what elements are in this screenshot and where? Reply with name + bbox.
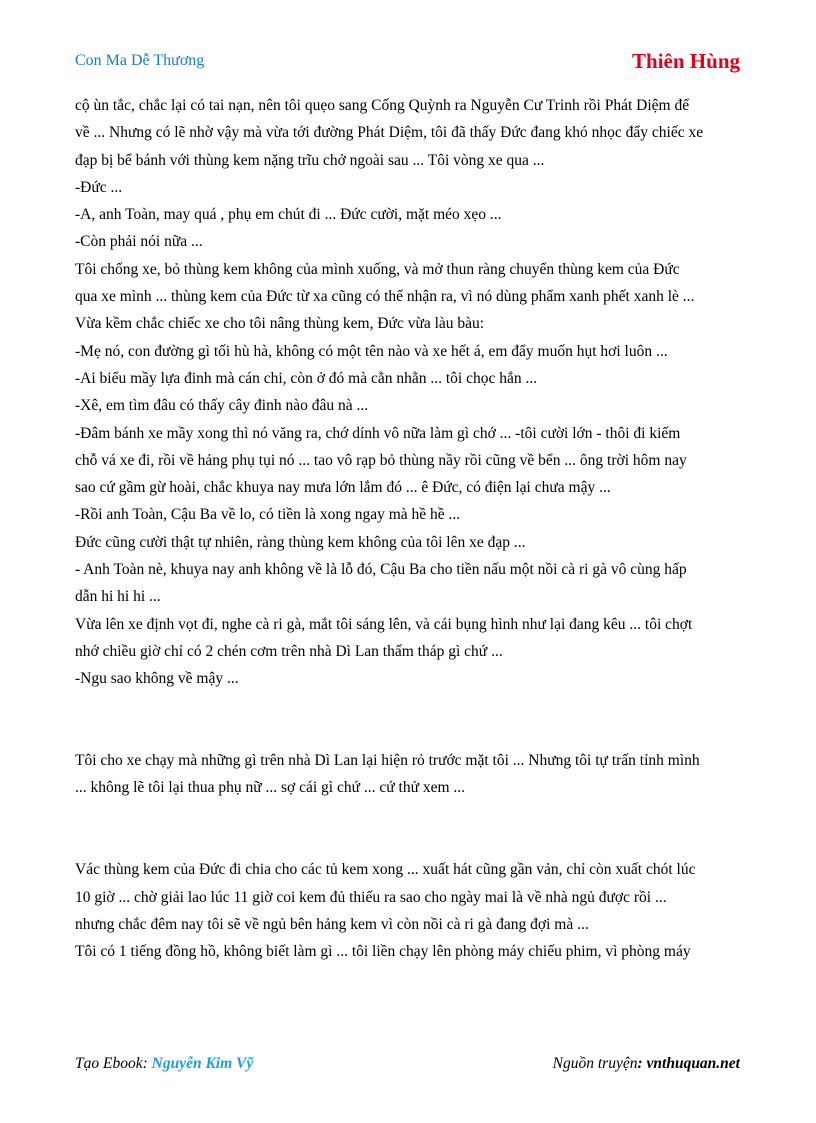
paragraph-line: dẫn hi hi hi ... — [75, 588, 161, 606]
author-name: Thiên Hùng — [632, 49, 740, 73]
paragraph-line: Tôi có 1 tiếng đồng hồ, không biết làm gì ... tôi liền chạy lên phòng máy chiếu phim, vì phòng máy — [75, 943, 691, 961]
paragraph-line: -Còn phải nói nữa ... — [75, 233, 203, 251]
source-site: vnthuquan.net — [646, 1055, 740, 1072]
story-body — [75, 92, 751, 966]
paragraph-line: Vừa kềm chắc chiếc xe cho tôi nâng thùng kem, Đức vừa làu bàu: — [75, 315, 485, 333]
paragraph-line: ... không lẽ tôi lại thua phụ nữ ... sợ cái gì chứ ... cứ thử xem ... — [75, 779, 466, 797]
ebook-label: Tạo Ebook — [75, 1055, 143, 1072]
paragraph-line: -Đâm bánh xe mầy xong thì nó văng ra, chớ dính vô nữa làm gì chớ ... -tôi cười lớn - thôi đi kiếm — [75, 424, 681, 442]
footer-ebook-credit: Tạo Ebook: Nguyễn Kim Vỹ — [75, 1055, 254, 1072]
paragraph-line: Vừa lên xe định vọt đi, nghe cà ri gà, mắt tôi sáng lên, và cái bụng hình như lại đang kêu ... tôi chợt — [75, 615, 693, 633]
blank-line — [75, 693, 751, 720]
paragraph-line: -Ai biểu mầy lựa đinh mà cán chi, còn ở đó mà cằn nhằn ... tôi chọc hắn ... — [75, 369, 538, 387]
paragraph-line: -Xê, em tìm đâu có thấy cây đinh nào đâu nà ... — [75, 397, 369, 415]
paragraph-line: -Mẹ nó, con đường gì tối hù hà, không có một tên nào và xe hết á, em đẩy muốn hụt hơi luôn ... — [75, 342, 668, 360]
paragraph-line: sao cứ gầm gừ hoài, chắc khuya nay mưa lớn lắm đó ... ê Đức, có điện lại chưa mậy ... — [75, 479, 611, 497]
paragraph-line: -A, anh Toàn, may quá , phụ em chút đi ... Đức cười, mặt méo xẹo ... — [75, 206, 502, 224]
blank-line — [75, 829, 751, 856]
paragraph-line: về ... Nhưng có lẽ nhờ vậy mà vừa tới đường Phát Diệm, tôi đã thấy Đức đang khó nhọc đẩy chiếc xe — [75, 124, 704, 142]
paragraph-line: 10 giờ ... chờ giải lao lúc 11 giờ coi kem đủ thiếu ra sao cho ngày mai là về nhà ngủ được rồi ... — [75, 888, 667, 906]
paragraph-line: nhớ chiều giờ chỉ có 2 chén cơm trên nhà Dì Lan thấm tháp gì chứ ... — [75, 642, 503, 660]
paragraph-line: qua xe mình ... thùng kem của Đức từ xa cũng có thể nhận ra, vì nó dùng phẩm xanh phết xanh lè ... — [75, 288, 695, 306]
paragraph-line: -Ngu sao không về mậy ... — [75, 670, 239, 688]
ebook-creator-name: Nguyễn Kim Vỹ — [151, 1055, 254, 1072]
blank-line — [75, 802, 751, 829]
paragraph-line: Tôi chống xe, bỏ thùng kem không của mình xuống, và mở thun ràng chuyển thùng kem của Đức — [75, 260, 680, 278]
paragraph-line: -Rồi anh Toàn, Cậu Ba về lo, có tiền là xong ngay mà hề hề ... — [75, 506, 461, 524]
paragraph-line: nhưng chắc đêm nay tôi sẽ về ngủ bên hảng kem vì còn nồi cà ri gà đang đợi mà ... — [75, 915, 589, 933]
footer-source-credit: Nguồn truyện: vnthuquan.net — [552, 1055, 740, 1072]
book-title: Con Ma Dễ Thương — [75, 52, 205, 69]
paragraph-line: chỗ vá xe đi, rồi về hảng phụ tụi nó ... tao vô rạp bỏ thùng nầy rồi cũng về bển ... ông trời hôm nay — [75, 451, 687, 469]
paragraph-line: - Anh Toàn nè, khuya nay anh không về là lỗ đó, Cậu Ba cho tiền nấu một nồi cà ri gà vô cùng hấp — [75, 561, 687, 579]
source-label: Nguồn truyện — [552, 1055, 638, 1072]
paragraph-line: đạp bị bể bánh với thùng kem nặng trĩu chở ngoài sau ... Tôi vòng xe qua ... — [75, 151, 545, 169]
paragraph-line: Tôi cho xe chạy mà những gì trên nhà Dì Lan lại hiện rỏ trước mặt tôi ... Nhưng tôi tự trấn tỉnh mình — [75, 752, 700, 770]
paragraph-line: Đức cũng cười thật tự nhiên, ràng thùng kem không của tôi lên xe đạp ... — [75, 533, 526, 551]
paragraph-line: -Đức ... — [75, 178, 123, 196]
blank-line — [75, 720, 751, 747]
paragraph-line: cộ ùn tắc, chắc lại có tai nạn, nên tôi quẹo sang Cống Quỳnh ra Nguyễn Cư Trinh rồi Phát Diệm để — [75, 97, 690, 114]
paragraph-line: Vác thùng kem của Đức đi chia cho các tủ kem xong ... xuất hát cũng gần vản, chỉ còn xuất chót lúc — [75, 861, 696, 879]
